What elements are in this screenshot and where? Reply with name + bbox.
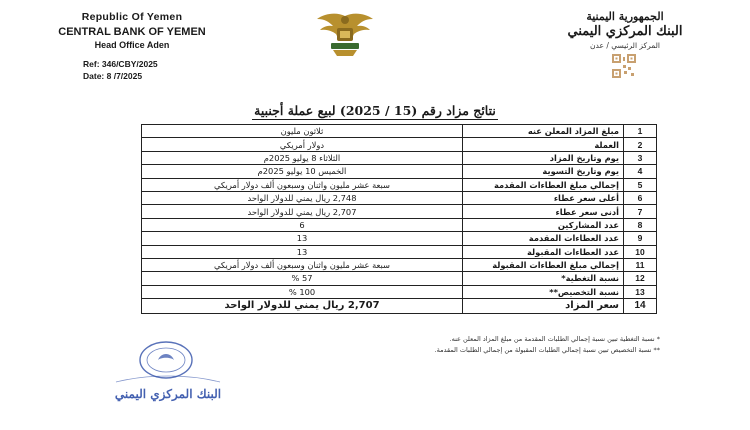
table-row xyxy=(142,138,657,151)
header-ar-office: المركز الرئيسي / عدن xyxy=(590,41,660,50)
row-value: الثلاثاء 8 يوليو 2025م xyxy=(142,151,463,164)
row-value: دولار أمريكي xyxy=(142,138,463,151)
row-number: 7 xyxy=(624,205,657,218)
stamp-text: البنك المركزي اليمني xyxy=(114,387,222,401)
header-en-country: Republic Of Yemen xyxy=(81,11,183,23)
row-label: مبلغ المزاد المعلن عنه xyxy=(463,125,624,138)
table-row xyxy=(142,218,657,231)
auction-results-table xyxy=(141,124,657,314)
row-number: 6 xyxy=(624,191,657,204)
row-value: 57 % xyxy=(142,272,463,285)
table-row xyxy=(142,205,657,218)
table-row xyxy=(142,125,657,138)
bank-stamp xyxy=(108,338,228,410)
row-label: نسبة التغطية* xyxy=(463,272,624,285)
row-value: سبعة عشر مليون واثنان وسبعون ألف دولار أمريكي xyxy=(142,178,463,191)
row-value: ثلاثون مليون xyxy=(142,125,463,138)
row-number: 1 xyxy=(624,125,657,138)
header-ar-country: الجمهورية اليمنية xyxy=(586,10,664,23)
header-en-office: Head Office Aden xyxy=(94,40,170,50)
auction-results-body xyxy=(142,125,657,314)
footnote-allocation: ** نسبة التخصيص تبين نسبة إجمالي الطلبات المقبولة من إجمالي الطلبات المقدمة. xyxy=(434,346,660,354)
row-number: 10 xyxy=(624,245,657,258)
header-english xyxy=(52,11,212,50)
row-value: 2,748 ريال يمني للدولار الواحد xyxy=(142,191,463,204)
row-value: 13 xyxy=(142,232,463,245)
table-row xyxy=(142,299,657,314)
table-row xyxy=(142,245,657,258)
row-number: 3 xyxy=(624,151,657,164)
header-en-bank: CENTRAL BANK OF YEMEN xyxy=(58,26,206,38)
footnotes xyxy=(230,334,660,356)
row-label: يوم وتاريخ التسوية xyxy=(463,165,624,178)
row-label: عدد العطاءات المقبولة xyxy=(463,245,624,258)
row-value: 100 % xyxy=(142,285,463,298)
reference-number: Ref: 346/CBY/2025 xyxy=(83,59,158,69)
header-arabic xyxy=(540,10,710,50)
row-number: 14 xyxy=(624,299,657,314)
row-label: عدد المشاركين xyxy=(463,218,624,231)
row-label: إجمالي مبلغ العطاءات المقبولة xyxy=(463,258,624,271)
row-number: 8 xyxy=(624,218,657,231)
table-row xyxy=(142,178,657,191)
row-number: 13 xyxy=(624,285,657,298)
eagle-emblem-icon xyxy=(315,10,375,58)
qr-code-icon xyxy=(612,54,636,78)
row-label: نسبة التخصيص** xyxy=(463,285,624,298)
row-label: العملة xyxy=(463,138,624,151)
row-value: 6 xyxy=(142,218,463,231)
row-value: 2,707 ريال يمني للدولار الواحد xyxy=(142,205,463,218)
row-value: 13 xyxy=(142,245,463,258)
row-value: سبعة عشر مليون واثنان وسبعون ألف دولار أمريكي xyxy=(142,258,463,271)
table-row xyxy=(142,258,657,271)
row-number: 5 xyxy=(624,178,657,191)
row-number: 9 xyxy=(624,232,657,245)
row-label: أعلى سعر عطاء xyxy=(463,191,624,204)
row-label: عدد العطاءات المقدمة xyxy=(463,232,624,245)
table-row xyxy=(142,165,657,178)
row-value: الخميس 10 يوليو 2025م xyxy=(142,165,463,178)
document-title-text: نتائج مزاد رقم (15 / 2025) لبيع عملة أجنبية xyxy=(254,103,496,118)
table-row xyxy=(142,191,657,204)
row-label: سعر المزاد xyxy=(463,299,624,314)
table-row xyxy=(142,285,657,298)
row-label: أدنى سعر عطاء xyxy=(463,205,624,218)
footnote-coverage: * نسبة التغطية تبين نسبة إجمالي الطلبات المقدمة من مبلغ المزاد المعلن عنه. xyxy=(449,335,660,343)
row-label: إجمالي مبلغ العطاءات المقدمة xyxy=(463,178,624,191)
row-number: 2 xyxy=(624,138,657,151)
header-ar-bank: البنك المركزي اليمني xyxy=(567,24,683,39)
document-date: Date: 8 /7/2025 xyxy=(83,71,143,81)
row-value: 2,707 ريال يمني للدولار الواحد xyxy=(142,299,463,314)
row-number: 11 xyxy=(624,258,657,271)
table-row xyxy=(142,151,657,164)
row-number: 12 xyxy=(624,272,657,285)
table-row xyxy=(142,232,657,245)
row-number: 4 xyxy=(624,165,657,178)
table-row xyxy=(142,272,657,285)
document-title xyxy=(0,100,750,119)
row-label: يوم وتاريخ المزاد xyxy=(463,151,624,164)
